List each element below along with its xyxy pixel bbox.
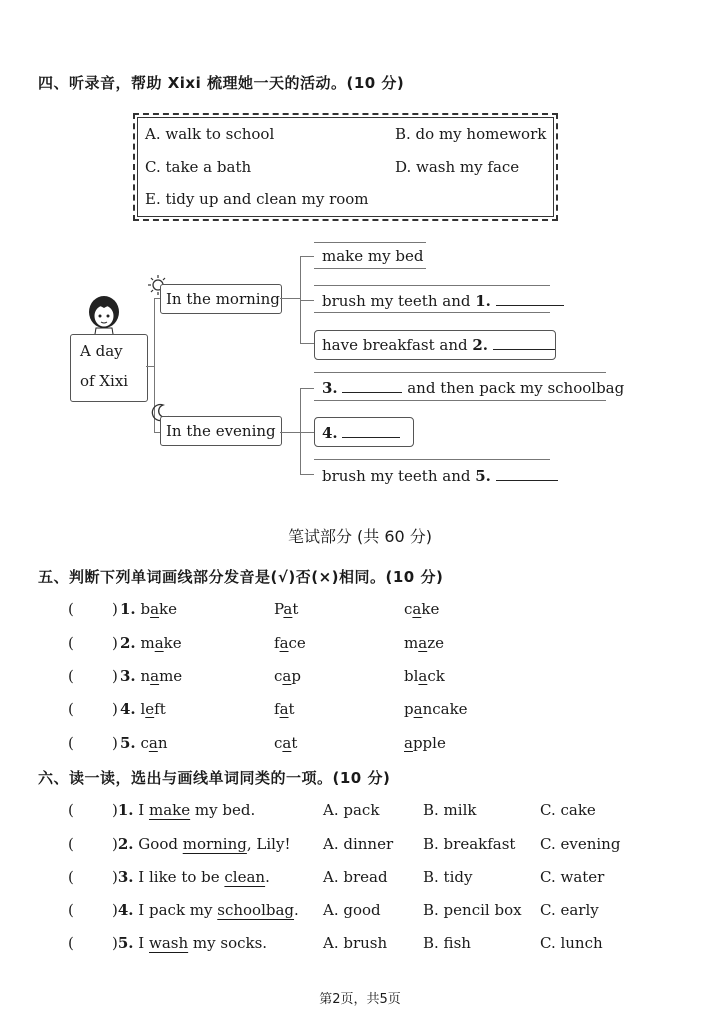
answer-blank-1[interactable] — [496, 291, 564, 306]
underlined-letter: e — [145, 700, 155, 718]
evening-label: In the evening — [166, 422, 276, 440]
item-word-1 — [120, 600, 177, 618]
sentence-part: . — [265, 868, 270, 886]
answer-paren-open[interactable]: ( — [68, 600, 74, 618]
sentence-part: my bed. — [190, 801, 256, 819]
word-part: bl — [404, 667, 419, 685]
leaf-line — [314, 400, 606, 401]
item-word-3 — [404, 667, 445, 685]
underlined-letter: a — [148, 734, 158, 752]
item-word-2 — [274, 600, 298, 618]
underlined-letter: a — [413, 700, 423, 718]
word-part: ncake — [422, 700, 468, 718]
question-sentence: )2. Good morning, Lily! — [112, 835, 291, 853]
option-a: A. walk to school — [145, 125, 275, 143]
word-part: ke — [159, 600, 177, 618]
blank-number: 4. — [322, 424, 338, 442]
item-word-1 — [120, 734, 167, 752]
girl-illustration — [80, 292, 128, 340]
option-c: C. cake — [540, 801, 596, 819]
evening-item-1 — [322, 378, 624, 397]
sentence-part: . — [294, 901, 299, 919]
answer-paren-open[interactable]: ( — [68, 801, 74, 819]
sentence-part: my socks. — [188, 934, 268, 952]
item-number: 4. — [120, 700, 136, 718]
page-footer: 第2页，共5页 — [319, 992, 401, 1007]
blank-number: 3. — [322, 379, 338, 397]
connector — [300, 256, 314, 257]
evening-item-3 — [322, 466, 558, 485]
judge-row — [0, 600, 720, 622]
word-part: t — [291, 734, 298, 752]
word-part: ce — [288, 634, 306, 652]
written-part-header: 笔试部分 (共 60 分) — [287, 527, 433, 546]
section5-title: 五、判断下列单词画线部分发音是(√)否(×)相同。(10 分) — [38, 568, 444, 586]
item-number: 1. — [120, 600, 136, 618]
answer-paren-close[interactable]: ) — [112, 667, 118, 685]
answer-paren-open[interactable]: ( — [68, 700, 74, 718]
word-part: c — [404, 600, 413, 618]
underlined-letter: a — [154, 634, 164, 652]
question-sentence: )4. I pack my schoolbag. — [112, 901, 299, 919]
underlined-letter: a — [412, 600, 422, 618]
underlined-letter: a — [150, 667, 160, 685]
center-line1: A day — [80, 342, 123, 360]
sentence-part: I pack my — [133, 901, 218, 919]
word-part: pple — [412, 734, 446, 752]
morning-item-2 — [322, 291, 564, 310]
word-part: c — [274, 734, 283, 752]
underlined-letter: a — [282, 734, 292, 752]
word-part: c — [274, 667, 283, 685]
word-part: p — [291, 667, 301, 685]
word-part: t — [292, 600, 299, 618]
answer-blank-2[interactable] — [493, 335, 555, 350]
underlined-word: morning — [182, 835, 247, 853]
item-word-2 — [274, 734, 297, 752]
connector — [280, 298, 300, 299]
option-b: B. tidy — [423, 868, 473, 886]
evening-item-2 — [322, 423, 400, 442]
choice-row — [0, 801, 720, 823]
option-c: C. take a bath — [145, 158, 252, 176]
connector — [300, 432, 314, 433]
word-part: ck — [427, 667, 445, 685]
underlined-word: clean — [224, 868, 266, 886]
section4-title: 四、听录音，帮助 Xixi 梳理她一天的活动。(10 分) — [38, 74, 405, 92]
underlined-letter: a — [418, 634, 428, 652]
item-word-1 — [120, 667, 182, 685]
leaf-line — [314, 242, 426, 243]
word-part: ft — [154, 700, 166, 718]
question-sentence: )1. I make my bed. — [112, 801, 256, 819]
answer-paren-open[interactable]: ( — [68, 634, 74, 652]
answer-blank-3[interactable] — [342, 378, 402, 393]
leaf-line — [314, 372, 606, 373]
answer-blank-5[interactable] — [496, 466, 558, 481]
connector — [300, 474, 314, 475]
choice-row — [0, 934, 720, 956]
item-number: 2. — [120, 634, 136, 652]
leaf-line — [314, 312, 550, 313]
answer-paren-close[interactable]: ) — [112, 734, 118, 752]
item-word-2 — [274, 634, 306, 652]
item-number: 1. — [117, 801, 134, 819]
word-part: m — [140, 634, 155, 652]
option-c: C. evening — [540, 835, 621, 853]
item-word-3 — [404, 600, 439, 618]
item-number: 5. — [120, 734, 136, 752]
question-sentence: )5. I wash my socks. — [112, 934, 268, 952]
option-b: B. breakfast — [423, 835, 516, 853]
option-a: A. dinner — [323, 835, 394, 853]
leaf-line — [314, 268, 426, 269]
item-number: 5. — [117, 934, 134, 952]
connector — [280, 432, 300, 433]
answer-paren-open[interactable]: ( — [68, 868, 74, 886]
option-c: C. lunch — [540, 934, 603, 952]
sentence-part: I like to be — [133, 868, 225, 886]
answer-paren-open[interactable]: ( — [68, 734, 74, 752]
item-word-3 — [404, 634, 444, 652]
leaf-line — [314, 459, 550, 460]
connector — [300, 388, 314, 389]
word-part: P — [274, 600, 284, 618]
item-number: 4. — [117, 901, 134, 919]
morning-label: In the morning — [166, 290, 280, 308]
item-word-1 — [120, 700, 166, 718]
item-word-2 — [274, 667, 301, 685]
blank-number: 1. — [475, 292, 491, 310]
option-b: B. milk — [423, 801, 477, 819]
option-c: C. water — [540, 868, 605, 886]
answer-paren-close[interactable]: ) — [112, 634, 118, 652]
word-part: c — [140, 734, 149, 752]
sentence-part: , Lily! — [246, 835, 291, 853]
choice-row — [0, 835, 720, 857]
option-b: B. do my homework — [395, 125, 547, 143]
underlined-letter: a — [404, 734, 413, 752]
underlined-letter: a — [150, 600, 160, 618]
answer-paren-close[interactable]: ) — [112, 600, 118, 618]
evening-item-3-text: brush my teeth and — [322, 467, 476, 485]
answer-blank-4[interactable] — [342, 423, 400, 438]
option-a: A. bread — [323, 868, 388, 886]
underlined-letter: a — [418, 667, 428, 685]
connector — [300, 300, 314, 301]
blank-number: 2. — [472, 336, 489, 354]
option-b: B. fish — [423, 934, 471, 952]
evening-item-1-text: and then pack my schoolbag — [402, 379, 625, 397]
item-number: 2. — [117, 835, 134, 853]
center-line2: of Xixi — [80, 372, 129, 390]
word-part: f — [274, 634, 280, 652]
sentence-part: Good — [133, 835, 183, 853]
connector — [300, 388, 301, 474]
underlined-letter: a — [282, 667, 292, 685]
judge-row — [0, 700, 720, 722]
morning-item-1: make my bed — [322, 247, 424, 265]
connector — [146, 366, 154, 367]
judge-row — [0, 667, 720, 689]
word-part: ke — [421, 600, 440, 618]
judge-row — [0, 734, 720, 756]
option-a: A. brush — [323, 934, 388, 952]
item-number: 3. — [117, 868, 134, 886]
connector — [300, 343, 314, 344]
option-c: C. early — [540, 901, 599, 919]
item-number: 3. — [120, 667, 136, 685]
underlined-word: schoolbag — [217, 901, 295, 919]
option-e: E. tidy up and clean my room — [145, 190, 369, 208]
option-d: D. wash my face — [395, 158, 520, 176]
morning-item-3-text: have breakfast and — [322, 336, 473, 354]
option-a: A. pack — [323, 801, 380, 819]
sentence-part: I — [133, 934, 149, 952]
answer-paren-open[interactable]: ( — [68, 835, 74, 853]
word-part: l — [140, 700, 146, 718]
underlined-word: wash — [149, 934, 189, 952]
blank-number: 5. — [475, 467, 491, 485]
item-word-2 — [274, 700, 295, 718]
item-word-3 — [404, 700, 468, 718]
word-part: t — [288, 700, 295, 718]
choice-row — [0, 868, 720, 890]
word-part: b — [140, 600, 151, 618]
item-word-3 — [404, 734, 446, 752]
underlined-word: make — [149, 801, 191, 819]
word-part: n — [140, 667, 151, 685]
option-b: B. pencil box — [423, 901, 522, 919]
word-part: f — [274, 700, 280, 718]
word-part: ke — [163, 634, 182, 652]
word-part: p — [404, 700, 414, 718]
answer-paren-open[interactable]: ( — [68, 934, 74, 952]
morning-item-3 — [322, 335, 555, 354]
word-part: ze — [427, 634, 444, 652]
word-part: me — [159, 667, 183, 685]
section6-title: 六、读一读，选出与画线单词同类的一项。(10 分) — [38, 769, 391, 787]
judge-row — [0, 634, 720, 656]
question-sentence: )3. I like to be clean. — [112, 868, 270, 886]
option-a: A. good — [323, 901, 381, 919]
sentence-part: I — [133, 801, 149, 819]
underlined-letter: a — [283, 600, 293, 618]
leaf-line — [314, 285, 550, 286]
word-part: m — [404, 634, 419, 652]
underlined-letter: a — [279, 700, 289, 718]
underlined-letter: a — [279, 634, 289, 652]
choice-row — [0, 901, 720, 923]
word-part: n — [157, 734, 168, 752]
morning-item-2-text: brush my teeth and — [322, 292, 476, 310]
item-word-1 — [120, 634, 182, 652]
answer-paren-close[interactable]: ) — [112, 700, 118, 718]
answer-paren-open[interactable]: ( — [68, 667, 74, 685]
answer-paren-open[interactable]: ( — [68, 901, 74, 919]
